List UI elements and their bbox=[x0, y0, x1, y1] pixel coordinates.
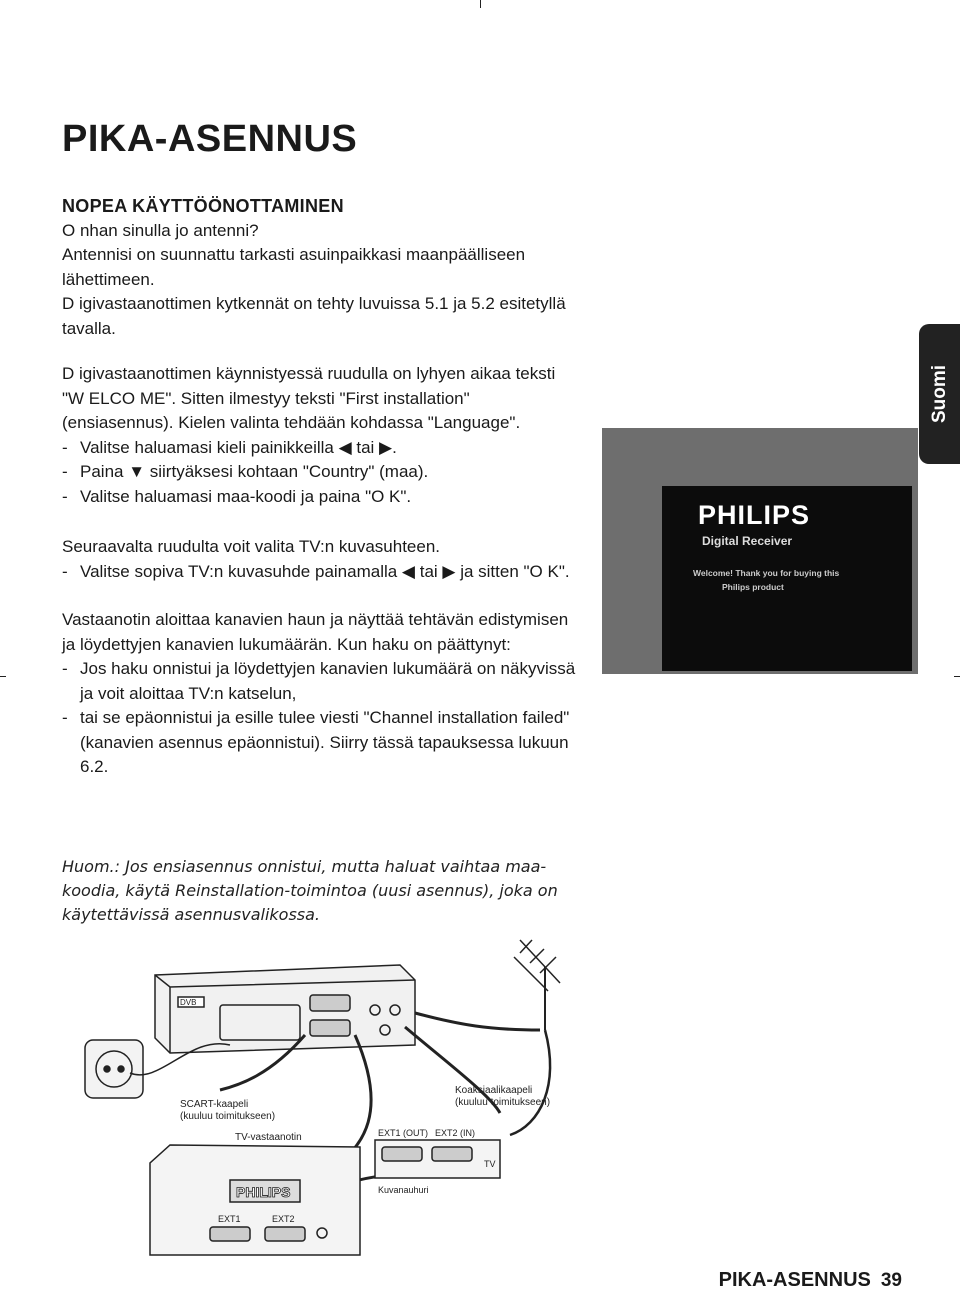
intro-line: Antennisi on suunnattu tarkasti asuinpaikkasi maanpäälliseen lähettimeen. bbox=[62, 245, 526, 289]
crop-mark bbox=[0, 676, 6, 677]
step-text: Paina ▼ siirtyäksesi kohtaan "Country" (maa). bbox=[80, 462, 429, 481]
scart-label: SCART-kaapeli bbox=[180, 1099, 249, 1110]
page-title: PIKA-ASENNUS bbox=[62, 118, 358, 160]
language-tab-label: Suomi bbox=[928, 364, 950, 424]
page-number: 39 bbox=[880, 1270, 902, 1291]
footer-section: PIKA-ASENNUS bbox=[718, 1269, 871, 1291]
result-text: tai se epäonnistui ja esille tulee viesti "Channel installation failed" (kanavien asennus epäonnistui). Siirry tässä tapauksessa lukuun 6.2. bbox=[80, 708, 570, 776]
intro-line: D igivastaanottimen kytkennät on tehty luvuissa 5.1 ja 5.2 esitetyllä tavalla. bbox=[62, 294, 566, 338]
receiver-device bbox=[155, 965, 415, 1053]
step-text: Valitse haluamasi kieli painikkeilla ◀ tai ▶. bbox=[80, 437, 397, 457]
language-tab bbox=[919, 324, 960, 464]
tv-ext1-label: EXT1 bbox=[218, 1214, 241, 1224]
tv-label: TV-vastaanotin bbox=[235, 1132, 302, 1143]
section-heading: NOPEA KÄYTTÖÖNOTTAMINEN bbox=[62, 196, 344, 216]
connection-diagram bbox=[70, 935, 570, 1260]
screen-subtitle: Digital Receiver bbox=[702, 534, 793, 548]
scan-paragraph: Vastaanotin aloittaa kanavien haun ja näyttää tehtävän edistymisen ja löydettyjen kanavien lukumäärän. Kun haku on päättynyt: bbox=[62, 610, 569, 654]
note-paragraph: Huom.: Jos ensiasennus onnistui, mutta haluat vaihtaa maa-koodia, käytä Reinstallation-toimintoa (uusi asennus), joka on käytettävissä asennusvalikossa. bbox=[62, 857, 558, 924]
crop-mark bbox=[954, 676, 960, 677]
startup-paragraph: D igivastaanottimen käynnistyessä ruudulla on lyhyen aikaa teksti "W ELCO ME". Sitten ilmestyy teksti "First installation" (ensiasennus). Kielen valinta tehdään kohdassa "Language". bbox=[62, 364, 556, 432]
tv-ext2-label: EXT2 bbox=[272, 1214, 295, 1224]
step-text: Valitse sopiva TV:n kuvasuhde painamalla ◀ tai ▶ ja sitten "O K". bbox=[80, 561, 570, 581]
vcr-ext2-label: EXT2 (IN) bbox=[435, 1128, 476, 1138]
page-footer bbox=[719, 1269, 902, 1292]
antenna-icon bbox=[514, 940, 560, 1030]
list-item: - tai se epäonnistui ja esille tulee viesti "Channel installation failed" (kanavien asennus epäonnistui). Siirry tässä tapauksessa lukuun 6.2. bbox=[62, 706, 582, 780]
tv-device bbox=[150, 1132, 360, 1255]
list-item: - Valitse haluamasi kieli painikkeilla ◀ tai ▶. bbox=[62, 436, 582, 461]
tv-screen bbox=[662, 486, 912, 671]
list-item: - Valitse sopiva TV:n kuvasuhde painamalla ◀ tai ▶ ja sitten "O K". bbox=[62, 560, 582, 585]
vcr-device bbox=[375, 1128, 500, 1195]
crop-mark bbox=[480, 0, 481, 8]
coax-label: Koaksiaalikaapeli bbox=[455, 1085, 533, 1096]
vcr-tv-label: TV bbox=[484, 1159, 496, 1169]
vcr-ext1-label: EXT1 (OUT) bbox=[378, 1128, 429, 1138]
screen-brand: PHILIPS bbox=[698, 500, 811, 530]
scart-label: (kuuluu toimitukseen) bbox=[180, 1111, 276, 1122]
receiver-logo: DVB bbox=[180, 998, 197, 1007]
list-item: - Valitse haluamasi maa-koodi ja paina "O K". bbox=[62, 485, 582, 510]
coax-label: (kuuluu toimitukseen) bbox=[455, 1097, 551, 1108]
step-text: Valitse haluamasi maa-koodi ja paina "O K". bbox=[80, 486, 412, 506]
vcr-label: Kuvanauhuri bbox=[378, 1185, 429, 1195]
intro-line: O nhan sinulla jo antenni? bbox=[62, 220, 259, 240]
welcome-screen-photo bbox=[602, 428, 918, 674]
list-item: - Jos haku onnistui ja löydettyjen kanavien lukumäärä on näkyvissä ja voit aloittaa TV:n katselun, bbox=[62, 657, 582, 706]
tv-brand: PHILIPS bbox=[236, 1184, 291, 1200]
list-item: - Paina ▼ siirtyäksesi kohtaan "Country" (maa). bbox=[62, 460, 582, 485]
aspect-paragraph: Seuraavalta ruudulta voit valita TV:n kuvasuhteen. bbox=[62, 537, 441, 556]
screen-welcome-line: Philips product bbox=[722, 582, 784, 592]
screen-welcome-line: Welcome! Thank you for buying this bbox=[693, 568, 840, 578]
main-column bbox=[62, 194, 582, 780]
result-text: Jos haku onnistui ja löydettyjen kanavien lukumäärä on näkyvissä ja voit aloittaa TV:n katselun, bbox=[80, 659, 576, 703]
